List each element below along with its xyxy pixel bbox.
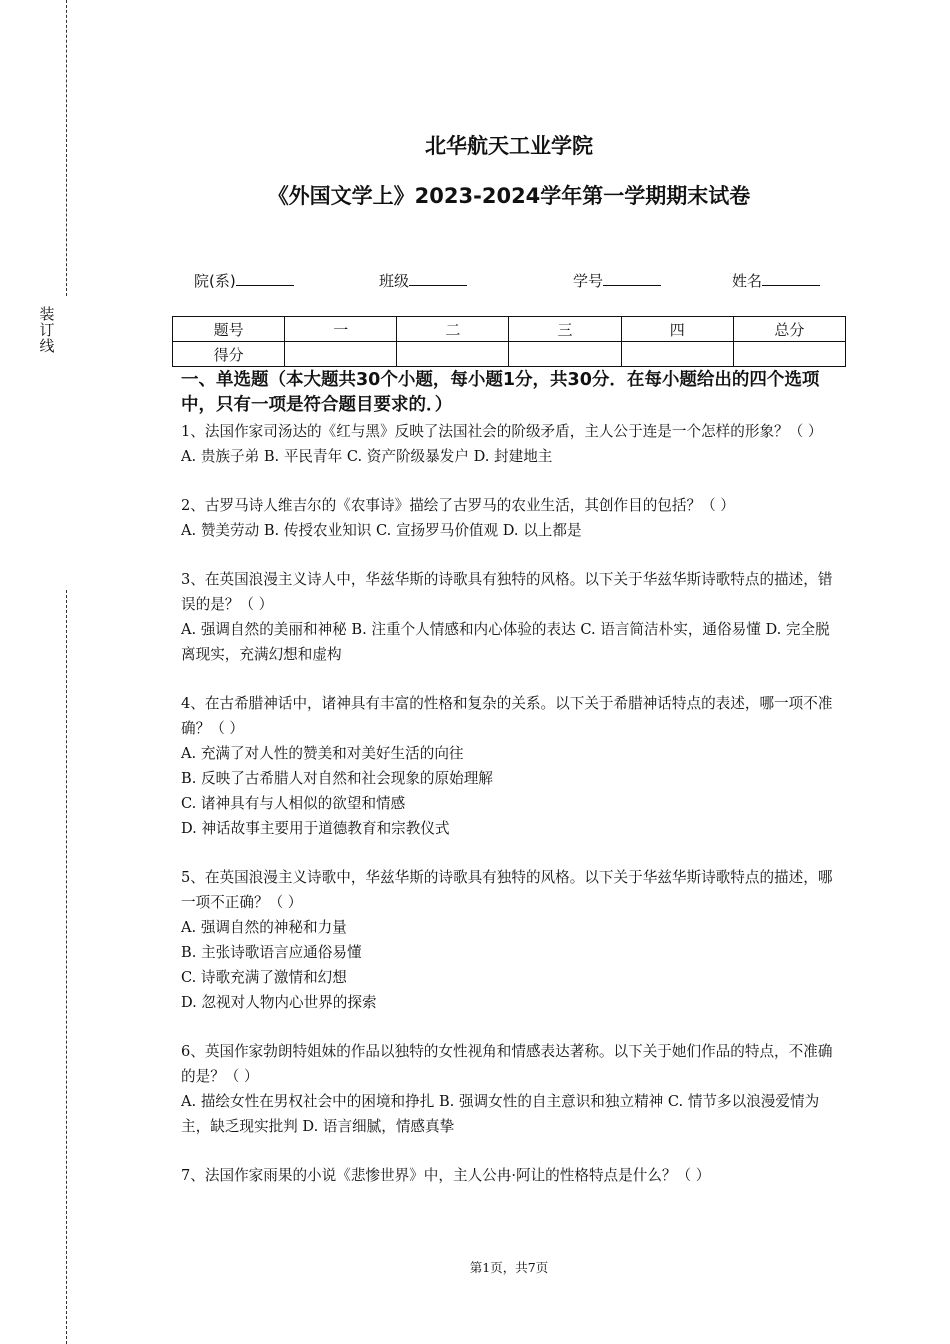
department-blank[interactable] <box>236 271 294 286</box>
section-heading: 一、单选题（本大题共30个小题，每小题1分，共30分．在每小题给出的四个选项中，只有一项是符合题目要求的．） <box>181 370 820 415</box>
table-cell: 一 <box>285 317 397 342</box>
question-stem: 5、在英国浪漫主义诗歌中，华兹华斯的诗歌具有独特的风格。以下关于华兹华斯诗歌特点的描述，哪一项不正确？（ ） <box>181 869 833 911</box>
student-id-label: 学号 <box>573 272 604 290</box>
option-b: B. 主张诗歌语言应通俗易懂 <box>181 944 362 961</box>
exam-content <box>181 368 843 1212</box>
score-cell[interactable] <box>397 342 509 367</box>
score-cell[interactable] <box>733 342 845 367</box>
option-d: D. 忽视对人物内心世界的探索 <box>181 994 377 1011</box>
option-a: A. 强调自然的神秘和力量 <box>181 919 347 936</box>
table-cell: 四 <box>621 317 733 342</box>
score-cell[interactable] <box>621 342 733 367</box>
question-options: A. 描绘女性在男权社会中的困境和挣扎 B. 强调女性的自主意识和独立精神 C. 情节多以浪漫爱情为主，缺乏现实批判 D. 语言细腻，情感真挚 <box>181 1093 820 1135</box>
table-cell: 总分 <box>733 317 845 342</box>
binding-char: 装 <box>39 305 55 323</box>
option-b: B. 反映了古希腊人对自然和社会现象的原始理解 <box>181 770 493 787</box>
name-label: 姓名 <box>732 272 763 290</box>
table-cell: 得分 <box>173 342 285 367</box>
class-blank[interactable] <box>409 271 467 286</box>
table-cell: 三 <box>509 317 621 342</box>
score-cell[interactable] <box>285 342 397 367</box>
question-2 <box>181 493 843 543</box>
name-field[interactable] <box>732 270 820 291</box>
question-stem: 2、古罗马诗人维吉尔的《农事诗》描绘了古罗马的农业生活，其创作目的包括？（ ） <box>181 497 735 514</box>
class-label: 班级 <box>379 272 410 290</box>
table-cell: 题号 <box>173 317 285 342</box>
student-id-blank[interactable] <box>603 271 661 286</box>
question-options: A. 强调自然的美丽和神秘 B. 注重个人情感和内心体验的表达 C. 语言简洁朴实，通俗易懂 D. 完全脱离现实，充满幻想和虚构 <box>181 621 830 663</box>
student-id-field[interactable] <box>573 270 661 291</box>
question-options: A. 贵族子弟 B. 平民青年 C. 资产阶级暴发户 D. 封建地主 <box>181 448 553 465</box>
option-c: C. 诗歌充满了激情和幻想 <box>181 969 347 986</box>
score-table <box>172 316 846 367</box>
page-footer: 第1页，共7页 <box>469 1260 549 1275</box>
department-label: 院(系) <box>194 272 236 290</box>
department-field[interactable] <box>194 270 294 291</box>
question-6 <box>181 1039 843 1139</box>
question-4 <box>181 691 843 841</box>
class-field[interactable] <box>379 270 467 291</box>
option-d: D. 神话故事主要用于道德教育和宗教仪式 <box>181 820 450 837</box>
question-stem: 4、在古希腊神话中，诸神具有丰富的性格和复杂的关系。以下关于希腊神话特点的表述，哪一项不准确？（ ） <box>181 695 833 737</box>
exam-title: 《外国文学上》2023-2024学年第一学期期末试卷 <box>267 184 751 208</box>
question-5 <box>181 865 843 1015</box>
score-cell[interactable] <box>509 342 621 367</box>
question-1 <box>181 419 843 469</box>
option-a: A. 充满了对人性的赞美和对美好生活的向往 <box>181 745 464 762</box>
binding-char: 线 <box>39 337 55 355</box>
question-stem: 6、英国作家勃朗特姐妹的作品以独特的女性视角和情感表达著称。以下关于她们作品的特点，不准确的是？（ ） <box>181 1043 833 1085</box>
binding-line-label <box>38 306 56 354</box>
binding-dashed-line-bottom <box>66 590 67 1344</box>
score-table-header-row <box>173 317 846 342</box>
binding-char: 订 <box>39 321 55 339</box>
question-stem: 1、法国作家司汤达的《红与黑》反映了法国社会的阶级矛盾，主人公于连是一个怎样的形象？（ ） <box>181 423 823 440</box>
table-cell: 二 <box>397 317 509 342</box>
question-3 <box>181 567 843 667</box>
option-c: C. 诸神具有与人相似的欲望和情感 <box>181 795 406 812</box>
question-7 <box>181 1163 843 1188</box>
question-options: A. 赞美劳动 B. 传授农业知识 C. 宣扬罗马价值观 D. 以上都是 <box>181 522 582 539</box>
question-stem: 7、法国作家雨果的小说《悲惨世界》中，主人公冉·阿让的性格特点是什么？（ ） <box>181 1167 711 1184</box>
name-blank[interactable] <box>762 271 820 286</box>
school-title: 北华航天工业学院 <box>425 134 593 158</box>
question-stem: 3、在英国浪漫主义诗人中，华兹华斯的诗歌具有独特的风格。以下关于华兹华斯诗歌特点的描述，错误的是？（ ） <box>181 571 833 613</box>
score-table-score-row <box>173 342 846 367</box>
